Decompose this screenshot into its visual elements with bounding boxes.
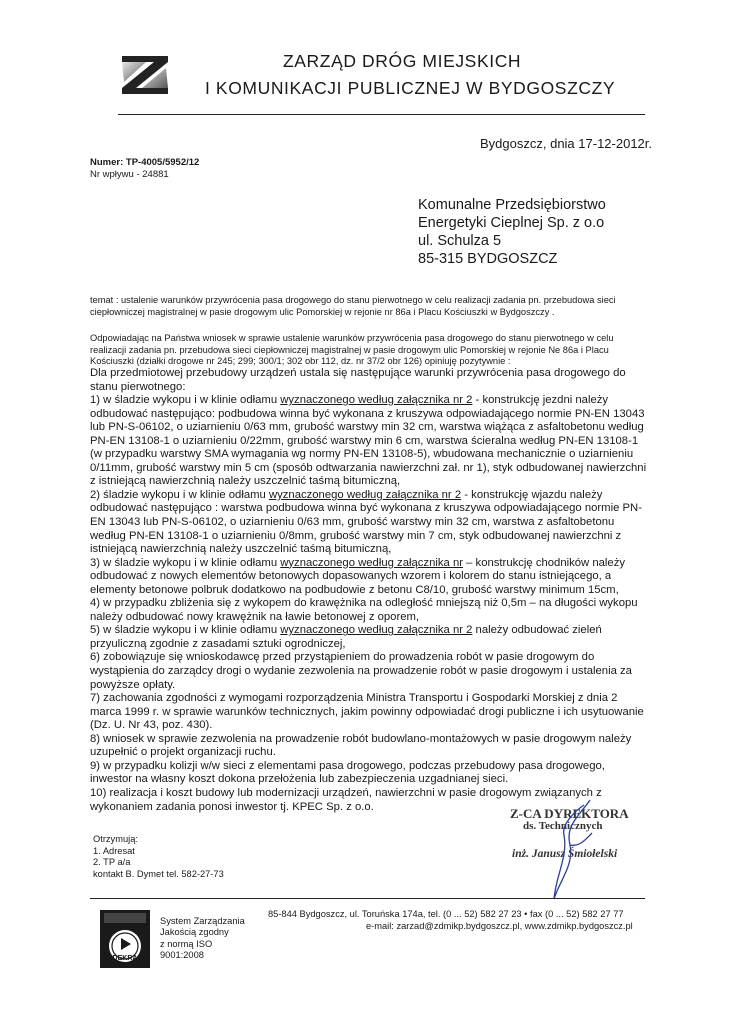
signature-department: ds. Technicznych — [523, 820, 603, 832]
attachment-reference: wyznaczonego według załącznika nr 2 — [268, 488, 462, 501]
header-divider — [118, 114, 645, 115]
attachment-reference: wyznaczonego według załącznika nr — [280, 556, 463, 569]
reference-number: Numer: TP-4005/5952/12 — [90, 157, 200, 168]
condition-item: 8) wniosek w sprawie zezwolenia na prowadzenie robót budowlano-montażowych w pasie drogowym należy uzupełnić o projekt organizacji ruchu. — [90, 732, 632, 759]
intro-paragraph: Odpowiadając na Państwa wniosek w sprawie ustalenie warunków przywrócenia pasa drogowego do stanu pierwotnego w celu realizacji zadania pn. przebudowa sieci ciepłowniczej magistralnej w pasie drogowym ulic Pomorskiej w rejonie Ne 86a i Placu Kościuszki (działki drogowe nr 245; 299; 300/1; 302 obr 112, dz. nr 37/2 obr 126) opiniuję pozytywnie : — [90, 333, 614, 366]
addressee-line: 85-315 BYDGOSZCZ — [418, 251, 558, 267]
recipients-heading: Otrzymują: — [93, 834, 138, 844]
addressee-line: ul. Schulza 5 — [418, 233, 502, 249]
handwritten-signature — [520, 795, 610, 905]
signature-title: Z-CA DYREKTORA — [510, 806, 629, 821]
addressee-line: Energetyki Cieplnej Sp. z o.o — [418, 215, 605, 231]
condition-item: 1) w śladzie wykopu i w klinie odłamu wyznaczonego według załącznika nr 2 - konstrukcję jezdni należy odbudować następująco: podbudowa winna być wykonana z kruszywa odpowiadającego normie PN-EN 13043 lub PN-S-06102, o uziarnieniu 0/63 mm, grubość warstwy min 32 cm, warstwa wiążąca z asfaltobetonu według PN-EN 13108-1 o uziarnieniu 0/22mm, grubość warstwy min 6 cm, warstwa ścieralna według PN-EN 13108-1 (w przypadku warstwy SMA wymagania wg normy PN-EN 13108-5), wbudowana mechanicznie o uziarnieniu 0/11mm, grubość warstwy min 5 cm (sposób odtwarzania nawierzchni zał. nr 1), styk odbudowanej nawierzchni z istniejącą nawierzchnią należy uszczelnić taśmą bitumiczną, — [90, 394, 647, 488]
footer-divider — [90, 898, 645, 899]
condition-item: 5) w śladzie wykopu i w klinie odłamu wyznaczonego według załącznika nr 2 należy odbudować zieleń przyuliczną zgodnie z zasadami sztuki ogrodniczej, — [90, 624, 602, 650]
condition-item: 7) zachowania zgodności z wymogami rozporządzenia Ministra Transportu i Gospodarki Morskiej z dnia 2 marca 1999 r. w sprawie warunków technicznych, jakim powinny odpowiadać drogi publiczne i ich usytuowanie (Dz. U. Nr 43, poz. 430). — [90, 692, 644, 732]
iso-statement: System Zarządzania Jakością zgodny z normą ISO 9001:2008 — [160, 916, 245, 960]
condition-item: 9) w przypadku kolizji w/w sieci z elementami pasa drogowego, podczas przebudowy pasa drogowego, inwestor na własny koszt dokona przełożenia lub zabezpieczenia uzgadnianej sieci. — [90, 759, 605, 786]
iso-certificate-badge — [100, 910, 150, 968]
conditions-body — [90, 367, 648, 814]
footer-address: 85-844 Bydgoszcz, ul. Toruńska 174a, tel. (0 ... 52) 582 27 23 • fax (0 ... 52) 582 27 77 — [268, 909, 624, 919]
incoming-number: Nr wpływu - 24881 — [90, 169, 169, 180]
body-lead: Dla przedmiotowej przebudowy urządzeń ustala się następujące warunki przywrócenia pasa drogowego do stanu pierwotnego: — [90, 367, 626, 393]
condition-item: 4) w przypadku zbliżenia się z wykopem do krawężnika na odległość mniejszą niż 0,5m – na długości wykopu należy odbudować nowy krawężnik na ławie betonowej z oporem, — [90, 597, 638, 623]
zdmikp-logo — [118, 52, 172, 98]
condition-item: 3) w śladzie wykopu i w klinie odłamu wyznaczonego według załącznika nr – konstrukcję chodników należy odbudować z nowych elementów betonowych dopasowanych wzorem i kolorem do stanu istniejącego, a elementy betonowe polbruk dodatkowo na podbudowie z betonu C8/10, grubość warstwy minimum 15cm, — [90, 556, 626, 596]
signature-name: inż. Janusz Śmiołelski — [512, 848, 618, 860]
addressee-line: Komunalne Przedsiębiorstwo — [418, 197, 606, 213]
condition-item: 2) śladzie wykopu i w klinie odłamu wyznaczonego według załącznika nr 2 - konstrukcję wjazdu należy odbudować następująco : warstwa podbudowa winna być wykonana z kruszywa odpowiadającego normie PN-EN 13043 lub PN-S-06102, o uziarnieniu 0/63 mm, grubość warstwy min 32 cm, warstwa z asfaltobetonu według PN-EN 13108-1 o uziarnieniu 0/8mm, grubość warstwy min 7 cm, styk odbudowanej nawierzchni z istniejącą nawierzchnią należy uszczelnić taśmą bitumiczną, — [90, 488, 642, 556]
contact-person: kontakt B. Dymet tel. 582-27-73 — [93, 868, 224, 879]
footer-email-web: e-mail: zarzad@zdmikp.bydgoszcz.pl, www.zdmikp.bydgoszcz.pl — [366, 921, 633, 931]
recipient-item: 1. Adresat — [93, 845, 135, 856]
letter-date: Bydgoszcz, dnia 17-12-2012r. — [480, 136, 652, 151]
recipient-item: 2. TP a/a — [93, 857, 131, 867]
subject-line: temat : ustalenie warunków przywrócenia pasa drogowego do stanu pierwotnego w celu realizacji zadania pn. przebudowa sieci ciepłowniczej magistralnej w pasie drogowym ulic Pomorskiej w rejonie nr 86a i Placu Kościuszki w Bydgoszczy . — [90, 295, 616, 317]
condition-item: 10) realizacja i koszt budowy lub modernizacji urządzeń, nawierzchni w pasie drogowym związanych z wykonaniem zadania ponosi inwestor tj. KPEC Sp. z o.o. — [90, 786, 602, 813]
attachment-reference: wyznaczonego według załącznika nr 2 — [280, 624, 473, 637]
dekra-label: DEKRA — [112, 955, 138, 962]
org-name-line1: ZARZĄD DRÓG MIEJSKICH — [283, 51, 522, 71]
recipients-block — [93, 834, 224, 880]
condition-item: 6) zobowiązuje się wnioskodawcę przed przystąpieniem do prowadzenia robót w pasie drogowym do wystąpienia do zarządcy drogi o wydanie zezwolenia na prowadzenie robót w pasie drogowym i ustalenia za powyższe opłaty. — [90, 651, 632, 691]
attachment-reference: wyznaczonego według załącznika nr 2 — [280, 394, 473, 407]
addressee-block — [418, 196, 606, 268]
org-name-line2: I KOMUNIKACJI PUBLICZNEJ W BYDGOSZCZY — [205, 78, 616, 98]
